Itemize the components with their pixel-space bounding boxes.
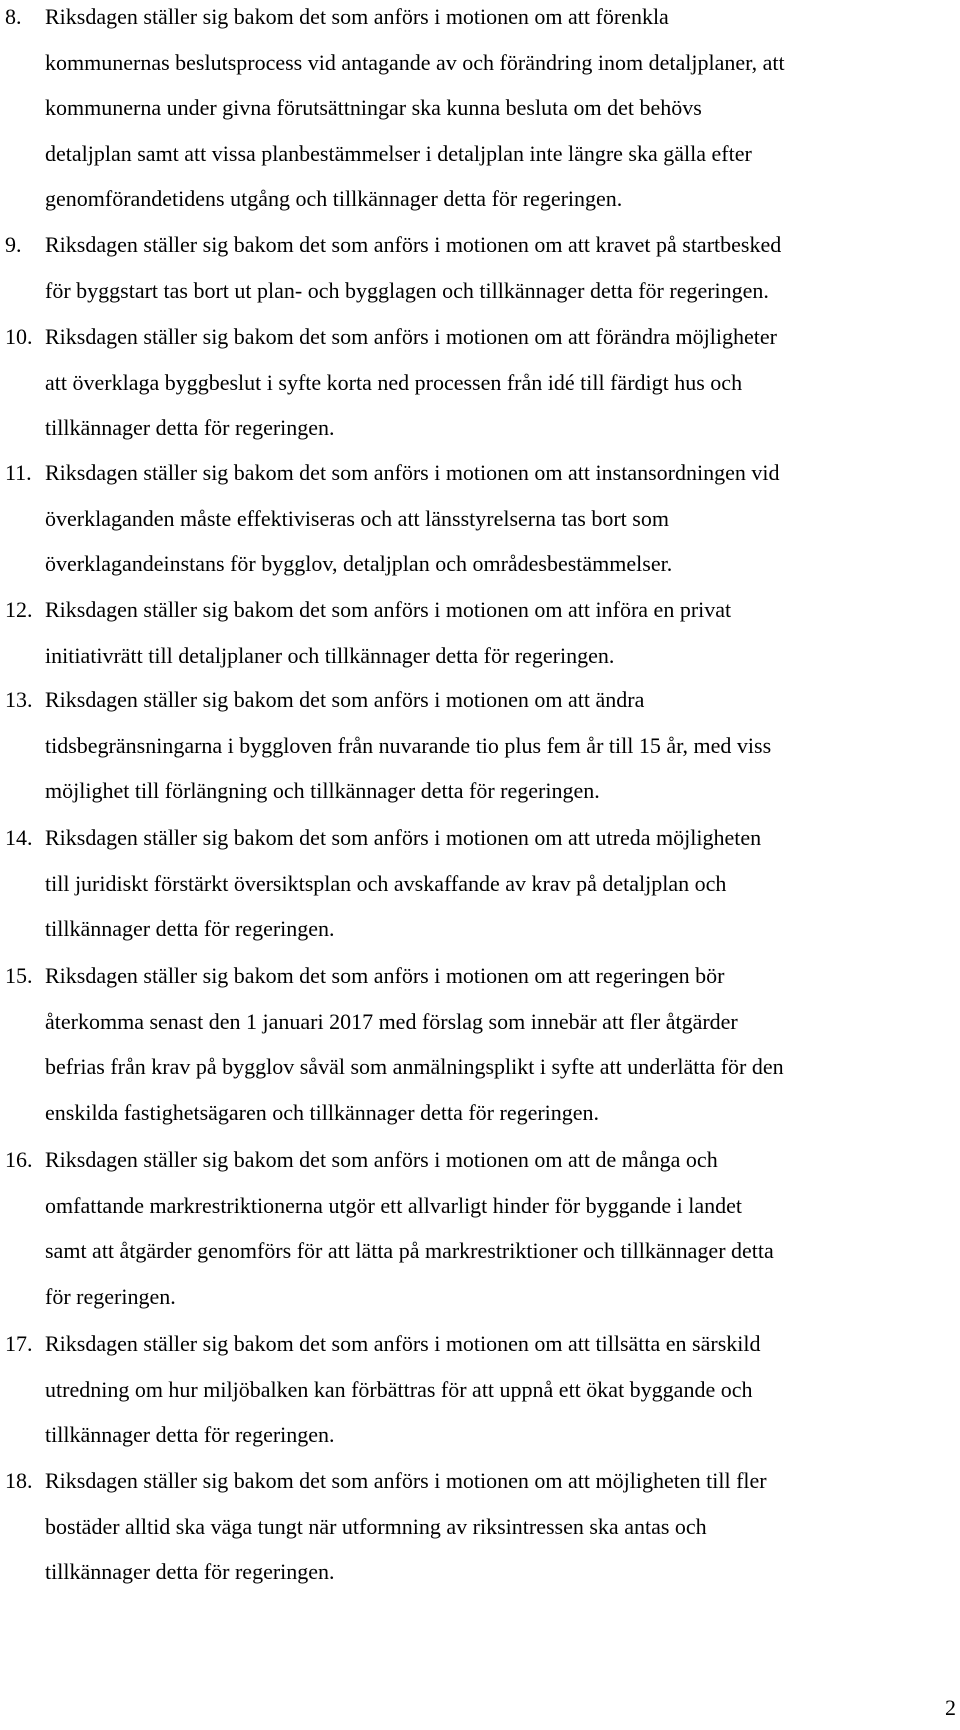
text-line: till juridiskt förstärkt översiktsplan och avskaffande av krav på detaljplan och <box>45 870 727 896</box>
item-number: 13. <box>5 687 33 712</box>
item-text <box>45 1321 957 1458</box>
item-number: 9. <box>5 232 22 257</box>
text-line: tillkännager detta för regeringen. <box>45 415 335 440</box>
item-text <box>45 1137 957 1319</box>
text-line: genomförandetidens utgång och tillkännager detta för regeringen. <box>45 186 623 211</box>
item-text <box>45 815 957 952</box>
item-number: 17. <box>5 1331 33 1356</box>
text-line: samt att åtgärder genomförs för att lätta på markrestriktioner och tillkännager detta <box>45 1238 774 1263</box>
text-line: initiativrätt till detaljplaner och tillkännager detta för regeringen. <box>45 642 615 668</box>
text-line: Riksdagen ställer sig bakom det som anförs i motionen om att kravet på startbesked <box>45 232 782 257</box>
text-line: Riksdagen ställer sig bakom det som anförs i motionen om att utreda möjligheten <box>45 825 762 850</box>
text-line: befrias från krav på bygglov såväl som anmälningsplikt i syfte att underlätta för den <box>45 1054 784 1079</box>
item-number: 11. <box>5 460 32 485</box>
text-line: tillkännager detta för regeringen. <box>45 1559 335 1584</box>
text-line: att överklaga byggbeslut i syfte korta ned processen från idé till färdigt hus och <box>45 369 743 395</box>
text-line: Riksdagen ställer sig bakom det som anförs i motionen om att regeringen bör <box>45 963 725 988</box>
item-number: 18. <box>5 1468 33 1493</box>
item-number: 10. <box>5 324 33 349</box>
item-text <box>45 314 957 451</box>
text-line: överklagandeinstans för bygglov, detaljplan och områdesbestämmelser. <box>45 551 673 576</box>
page-number: 2 <box>945 1695 956 1720</box>
text-line: tillkännager detta för regeringen. <box>45 1422 335 1447</box>
item-text <box>45 450 957 587</box>
text-line: omfattande markrestriktionerna utgör ett allvarligt hinder för byggande i landet <box>45 1192 743 1218</box>
text-line: Riksdagen ställer sig bakom det som anförs i motionen om att förändra möjligheter <box>45 324 777 349</box>
item-number: 14. <box>5 825 33 850</box>
item-number: 16. <box>5 1147 33 1172</box>
text-line: Riksdagen ställer sig bakom det som anförs i motionen om att tillsätta en särskild <box>45 1331 761 1356</box>
text-line: överklaganden måste effektiviseras och att länsstyrelserna tas bort som <box>45 505 669 531</box>
text-line: Riksdagen ställer sig bakom det som anförs i motionen om att de många och <box>45 1147 718 1172</box>
text-line: Riksdagen ställer sig bakom det som anförs i motionen om att instansordningen vid <box>45 460 780 485</box>
item-number: 15. <box>5 963 33 988</box>
text-line: bostäder alltid ska väga tungt när utformning av riksintressen ska antas och <box>45 1513 707 1539</box>
text-line: för byggstart tas bort ut plan- och bygglagen och tillkännager detta för regeringen. <box>45 277 769 303</box>
item-text <box>45 953 957 1135</box>
text-line: för regeringen. <box>45 1283 176 1309</box>
text-line: Riksdagen ställer sig bakom det som anförs i motionen om att möjligheten till fler <box>45 1468 767 1493</box>
text-line: enskilda fastighetsägaren och tillkännager detta för regeringen. <box>45 1099 600 1125</box>
text-line: kommunernas beslutsprocess vid antagande av och förändring inom detaljplaner, att <box>45 49 785 75</box>
text-line: möjlighet till förlängning och tillkännager detta för regeringen. <box>45 778 600 803</box>
text-line: Riksdagen ställer sig bakom det som anförs i motionen om att införa en privat <box>45 597 732 622</box>
item-number: 12. <box>5 597 33 622</box>
text-line: detaljplan samt att vissa planbestämmelser i detaljplan inte längre ska gälla efter <box>45 140 752 166</box>
text-line: Riksdagen ställer sig bakom det som anförs i motionen om att förenkla <box>45 4 669 29</box>
item-text <box>45 1458 957 1595</box>
text-line: tidsbegränsningarna i byggloven från nuvarande tio plus fem år till 15 år, med viss <box>45 732 772 758</box>
text-line: tillkännager detta för regeringen. <box>45 916 335 941</box>
text-line: kommunerna under givna förutsättningar ska kunna besluta om det behövs <box>45 95 702 120</box>
item-text <box>45 222 957 313</box>
item-text <box>45 587 957 678</box>
text-line: återkomma senast den 1 januari 2017 med förslag som innebär att fler åtgärder <box>45 1008 738 1034</box>
item-text <box>45 0 957 222</box>
item-number: 8. <box>5 4 22 29</box>
text-line: utredning om hur miljöbalken kan förbättras för att uppnå ett ökat byggande och <box>45 1376 753 1402</box>
item-text <box>45 677 957 814</box>
text-line: Riksdagen ställer sig bakom det som anförs i motionen om att ändra <box>45 687 645 712</box>
